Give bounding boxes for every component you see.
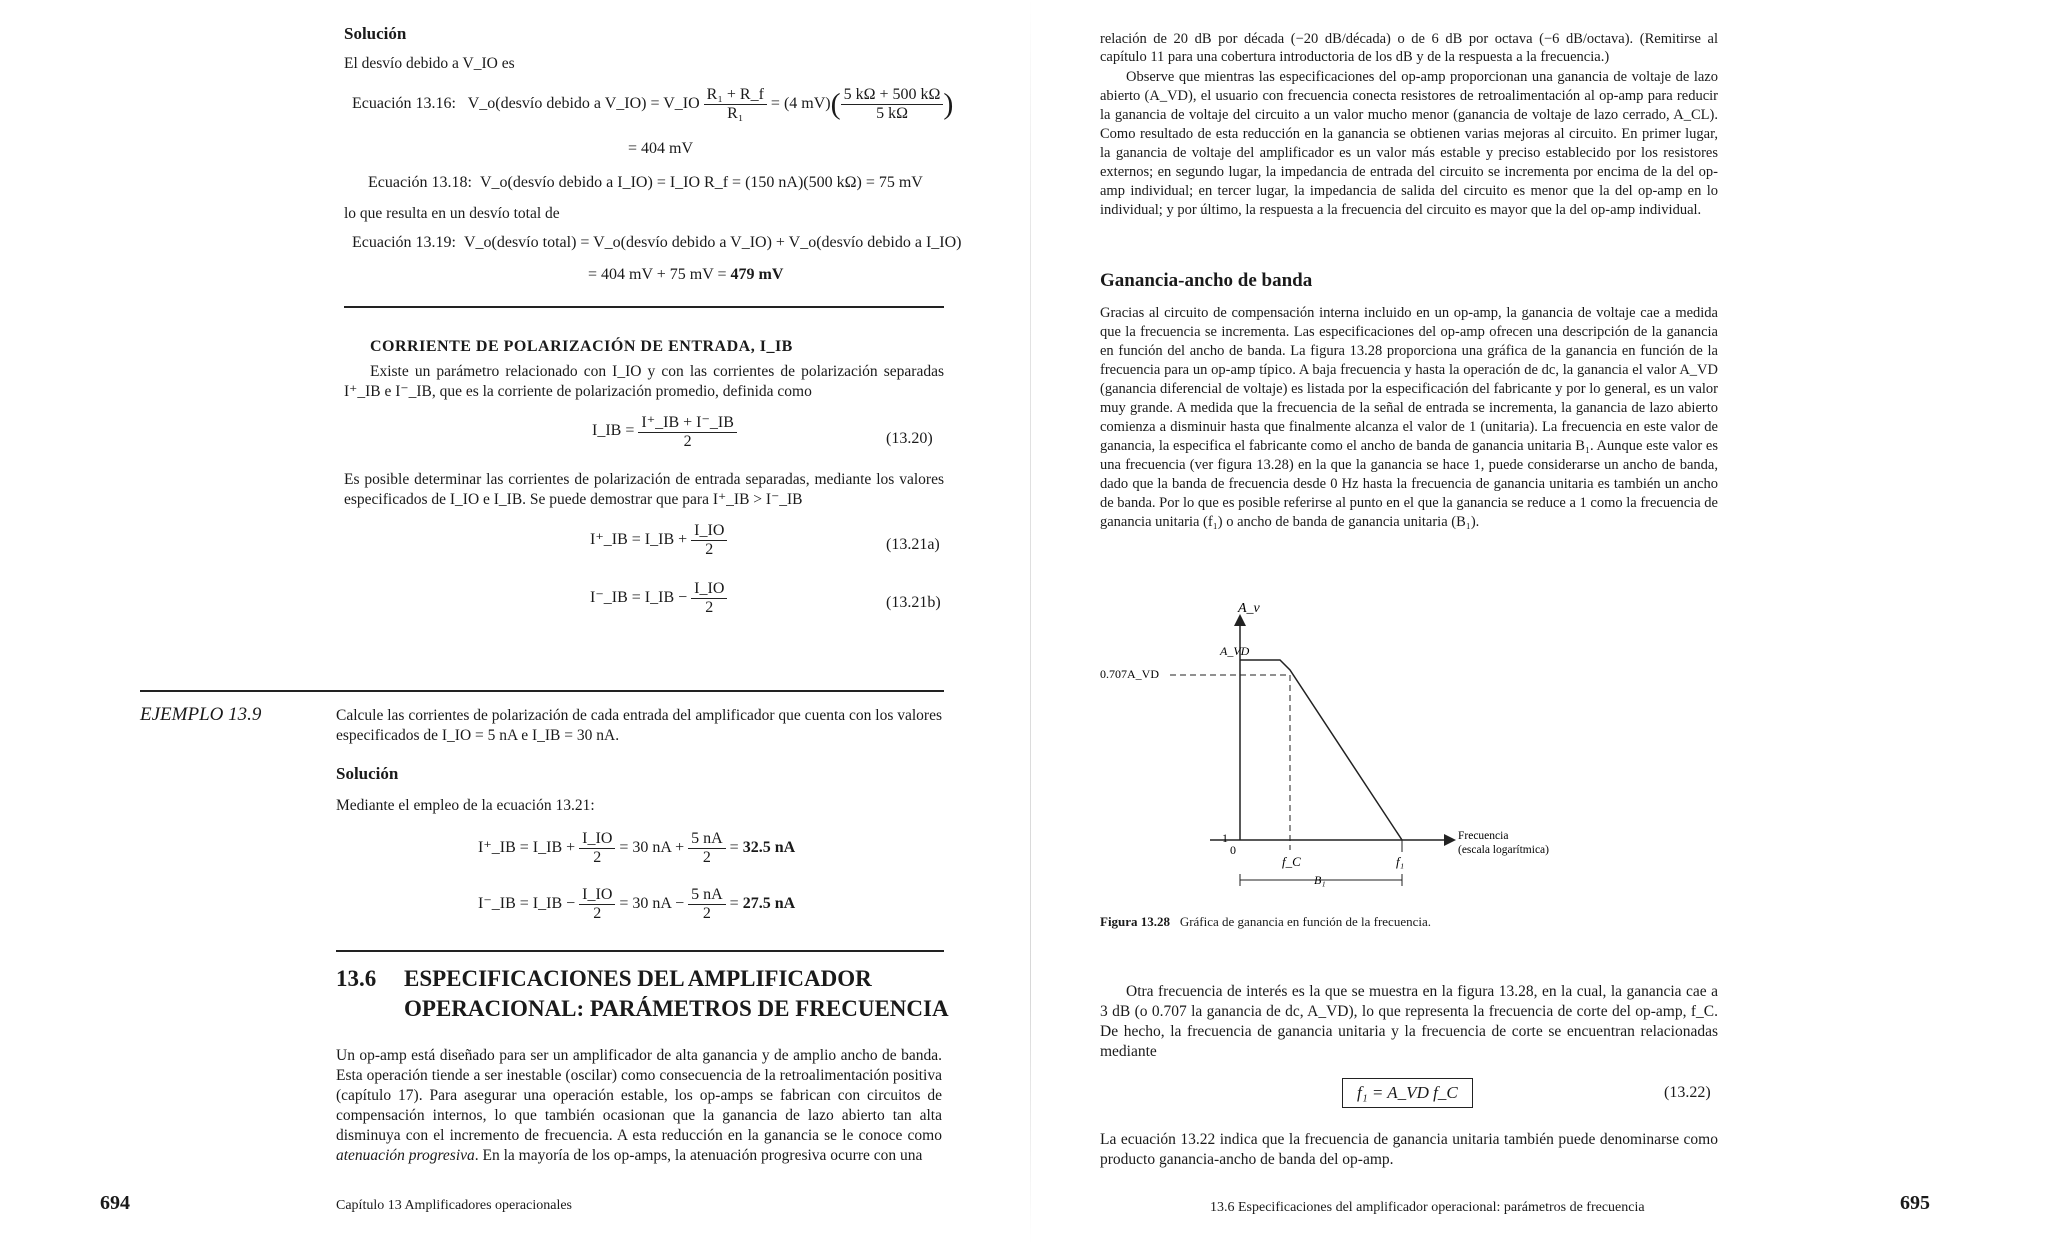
avd-label: A_VD <box>1220 644 1250 658</box>
solucion-heading: Solución <box>344 24 407 43</box>
section-title-line-1: ESPECIFICACIONES DEL AMPLIFICADOR <box>404 966 872 991</box>
fc-label: f_C <box>1282 854 1301 869</box>
ecuacion-paragraph: La ecuación 13.22 indica que la frecuencia de ganancia unitaria también puede denominarse como producto ganancia-ancho de banda del op-amp. <box>1100 1131 1718 1168</box>
mediante-text: Mediante el empleo de la ecuación 13.21: <box>336 797 595 814</box>
equation-label: Ecuación 13.16: <box>352 95 456 113</box>
result-value: 27.5 nA <box>742 895 796 913</box>
section-rule <box>336 950 944 952</box>
equation-mid: = (4 mV) <box>770 95 831 113</box>
ganancia-paragraph: Gracias al circuito de compensación interna incluido en un op-amp, la ganancia de voltaje cae a medida que la frecuencia se incrementa. Las especificaciones del op-amp ofrecen una descripción de la ganancia en función del ancho de banda. La figura 13.28 proporciona una gráfica de la ganancia en función de la frecuencia para un op-amp típico. A baja frecuencia y hasta la operación de dc, la ganancia el valor A_VD (ganancia diferencial de voltaje) es listada por la especificación del fabricante y por lo general, es un valor muy grande. A medida que la frecuencia de la señal de entrada se incrementa, la ganancia de lazo abierto comienza a disminuir hasta que finalmente alcanza el valor de 1 (unitaria). La frecuencia en este valor de ganancia, la especifica el fabricante como el ancho de banda de ganancia unitaria B₁. Aunque este valor es una frecuencia (ver figura 13.28) en la que la ganancia se hace 1, puede considerarse un ancho de banda, dado que la banda de frecuencia desde 0 Hz hasta la frecuencia de ganancia unitaria es también un ancho de banda. Por lo que es posible referirse al punto en el que la ganancia se reduce a 1 como la frecuencia de ganancia unitaria (f₁) o ancho de banda de ganancia unitaria (B₁). <box>1100 305 1718 530</box>
x-axis-label-1: Frecuencia <box>1458 830 1509 842</box>
resulta-text: lo que resulta en un desvío total de <box>344 205 560 222</box>
equation-13-21b: I⁻_IB = I_IB − $\frac{I\_IO}{2}$ <box>590 580 727 617</box>
equation-number: (13.21a) <box>886 536 940 553</box>
b1-label: B₁ <box>1314 873 1326 887</box>
page-number: 695 <box>1900 1192 1930 1214</box>
ejemplo-label: EJEMPLO 13.9 <box>140 704 262 725</box>
example-equation-plus: I⁺_IB = I_IB + $\frac{I\_IO}{2}$ = 30 nA + $\frac{5 nA}{2}$ = 32.5 nA <box>478 830 796 866</box>
equation-number: (13.20) <box>886 430 933 447</box>
equation-label: Ecuación 13.18: <box>368 174 472 191</box>
fraction: $\frac{\text{R₁ + R\_f}}{\text{R₁}}$ <box>704 86 767 123</box>
equation-13-21a: I⁺_IB = I_IB + $\frac{I\_IO}{2}$ <box>590 522 727 559</box>
section-rule <box>344 306 944 308</box>
running-footer: 13.6 Especificaciones del amplificador operacional: parámetros de frecuencia <box>1210 1200 1645 1215</box>
figure-13-28 <box>1100 590 1620 910</box>
running-footer: Capítulo 13 Amplificadores operacionales <box>336 1198 572 1213</box>
equation-body: V_o(desvío total) = V_o(desvío debido a V_IO) + V_o(desvío debido a I_IO) <box>463 234 962 251</box>
corriente-paragraph: Existe un parámetro relacionado con I_IO y con las corrientes de polarización separadas I⁺_IB e I⁻_IB, que es la corriente de polarización promedio, definida como <box>344 363 944 400</box>
section-title-line-2: OPERACIONAL: PARÁMETROS DE FRECUENCIA <box>404 996 949 1021</box>
707-label: 0.707A_VD <box>1100 667 1159 681</box>
section-number: 13.6 <box>336 966 377 991</box>
equation-number: (13.21b) <box>886 594 941 611</box>
section-paragraph: Un op-amp está diseñado para ser un amplificador de alta ganancia y de amplio ancho de banda. Esta operación tiende a ser inestable (oscilar) como consecuencia de la retroalimentación positiva (capítulo 17). Para asegurar una operación estable, los op-amps se fabrican con circuitos de compensación internos, lo que también ocasionan que la ganancia de lazo abierto tan alta disminuya con el incremento de frecuencia. A esta reducción en la ganancia se le conoce como atenuación progresiva. En la mayoría de los op-amps, la atenuación progresiva ocurre con una <box>336 1047 942 1164</box>
ganancia-heading: Ganancia-ancho de banda <box>1100 270 1313 291</box>
equation-number: (13.22) <box>1664 1084 1711 1101</box>
total-offset-value: 479 mV <box>730 266 784 283</box>
solucion2-heading: Solución <box>336 764 399 783</box>
figure-caption: Figura 13.28 Gráfica de ganancia en función de la frecuencia. <box>1100 914 1431 929</box>
otra-paragraph: Otra frecuencia de interés es la que se muestra en la figura 13.28, en la cual, la ganancia cae a 3 dB (o 0.707 la ganancia de dc, A_VD), lo que representa la frecuencia de corte del op-amp, f_C. De hecho, la frecuencia de ganancia unitaria y la frecuencia de corte se encuentran relacionadas mediante <box>1100 983 1718 1060</box>
equation-body: V_o(desvío debido a I_IO) = I_IO R_f = (150 nA)(500 kΩ) = 75 mV <box>479 174 923 191</box>
example-rule <box>140 690 944 692</box>
fraction: $\frac{5 k\Omega + 500 k\Omega}{5 k\Omega}$ <box>841 86 944 123</box>
page-right <box>1024 0 2048 1244</box>
corriente-heading: CORRIENTE DE POLARIZACIÓN DE ENTRADA, I_IB <box>370 338 793 355</box>
gain-curve <box>1240 660 1402 840</box>
equation-label: Ecuación 13.19: <box>352 234 456 251</box>
observe-paragraph: Observe que mientras las especificaciones del op-amp proporcionan una ganancia de voltaje de lazo abierto (A_VD), el usuario con frecuencia conecta resistores de retroalimentación al op-amp para reducir la ganancia de voltaje del circuito a un valor mucho menor (ganancia de voltaje de lazo cerrado, A_CL). Como resultado de esta reducción en la ganancia se obtienen varias mejoras al circuito. En primer lugar, la ganancia de voltaje del amplificador es un valor más estable y preciso establecido por los resistores externos; en segundo lugar, la impedancia de entrada del circuito se incrementa por encima de la del op-amp individual; en tercer lugar, la impedancia de salida del circuito es menor que la del op-amp en lo individual; y por último, la respuesta a la frecuencia del circuito es mayor que la del op-amp individual. <box>1100 69 1718 218</box>
equation-13-19-result: = 404 mV + 75 mV = 479 mV <box>588 266 784 283</box>
equation-13-18 <box>368 174 923 192</box>
equation-13-20: I_IB = $\frac{I^+\_IB + I^-\_IB}{2}$ <box>592 412 737 451</box>
top-paragraph: relación de 20 dB por década (−20 dB/década) o de 6 dB por octava (−6 dB/octava). (Remitirse al capítulo 11 para una cobertura introductoria de los dB y de la respuesta a la frecuencia.) <box>1100 31 1718 65</box>
zero-label: 0 <box>1230 843 1236 857</box>
desvio-intro: El desvío debido a V_IO es <box>344 55 515 72</box>
page-number: 694 <box>100 1192 130 1214</box>
x-axis-label-2: (escala logarítmica) <box>1458 844 1549 856</box>
equation-13-16: Ecuación 13.16: V_o(desvío debido a V_IO) = V_IO $\frac{\text{R₁ + R\_f}}{\text{R₁}}$ = (4 mV)( $\frac{5 k\Omega + 500 k\Omega}{5 k\Omega}$ ) <box>352 86 954 122</box>
italic-term: atenuación progresiva <box>336 1147 475 1164</box>
equation-13-22: f₁ = A_VD f_C <box>1342 1078 1473 1108</box>
equation-13-19 <box>352 234 961 252</box>
posible-paragraph: Es posible determinar las corrientes de polarización de entrada separadas, mediante los valores especificados de I_IO e I_IB. Se puede demostrar que para I⁺_IB > I⁻_IB <box>344 471 944 508</box>
one-label: 1 <box>1222 831 1228 845</box>
equation-13-16-result: = 404 mV <box>628 140 694 157</box>
equation-lhs: V_o(desvío debido a V_IO) = V_IO <box>467 95 700 113</box>
example-equation-minus: I⁻_IB = I_IB − $\frac{I\_IO}{2}$ = 30 nA − $\frac{5 nA}{2}$ = 27.5 nA <box>478 886 796 922</box>
f1-label: f₁ <box>1396 854 1405 869</box>
y-axis-label: A_v <box>1238 601 1260 616</box>
ejemplo-text: Calcule las corrientes de polarización de cada entrada del amplificador que cuenta con los valores especificados de I_IO = 5 nA e I_IB = 30 nA. <box>336 707 942 744</box>
result-value: 32.5 nA <box>742 839 796 857</box>
